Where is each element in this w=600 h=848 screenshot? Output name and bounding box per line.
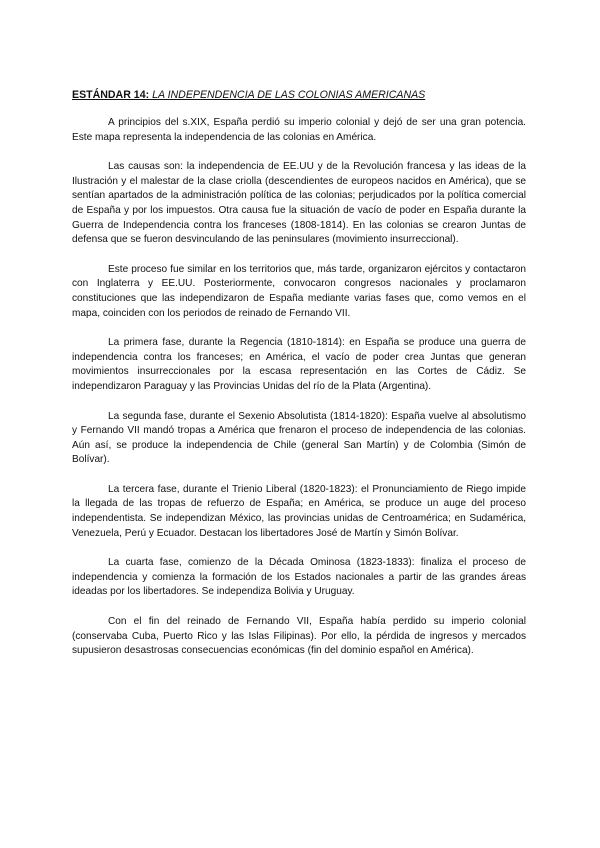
paragraph-second-phase: La segunda fase, durante el Sexenio Absolutista (1814-1820): España vuelve al absolutismo y Fernando VII mandó tropas a América que frenaron el proceso de independencia de las colonias. Aún así, se produce la independencia de Chile (general San Martín) y de Colombia (Simón de Bolívar).: [72, 410, 526, 466]
heading-label: ESTÁNDAR 14:: [72, 89, 150, 101]
document-heading: [72, 88, 526, 102]
paragraph-third-phase: La tercera fase, durante el Trienio Liberal (1820-1823): el Pronunciamiento de Riego impide la llegada de las tropas de refuerzo de España; en América, se produce un auge del proceso independentista. Se independizan México, las provincias unidas de Centroamérica; en Sudamérica, Venezuela, Perú y Ecuador. Destacan los libertadores José de Martín y Simón Bolívar.: [72, 483, 526, 539]
paragraph-process: Este proceso fue similar en los territorios que, más tarde, organizaron ejércitos y contactaron con Inglaterra y EE.UU. Posteriormente, convocaron congresos nacionales y proclamaron constituciones que las independizaron de España mediante varias fases que, como vemos en el mapa, coinciden con los periodos de reinado de Fernando VII.: [72, 263, 526, 319]
paragraph-causes: Las causas son: la independencia de EE.UU y de la Revolución francesa y las ideas de la Ilustración y el malestar de la clase criolla (descendientes de europeos nacidos en América), que se sentían apartados de la administración política de las colonias; perjudicados por la política comercial de España y por los impuestos. Otra causa fue la situación de vacío de poder en España durante la Guerra de Independencia contra los franceses (1808-1814). En las colonias se crearon Juntas de defensa que se fueron desvinculando de las peninsulares (movimiento insurreccional).: [72, 161, 526, 246]
paragraph-intro: A principios del s.XIX, España perdió su imperio colonial y dejó de ser una gran potencia. Este mapa representa la independencia de las colonias en América.: [72, 117, 526, 143]
document-page: [72, 88, 526, 674]
heading-topic: LA INDEPENDENCIA DE LAS COLONIAS AMERICANAS: [152, 89, 426, 101]
paragraph-conclusion: Con el fin del reinado de Fernando VII, España había perdido su imperio colonial (conservaba Cuba, Puerto Rico y las Islas Filipinas). Por ello, la pérdida de ingresos y mercados supusieron desastrosas consecuencias económicas (fin del dominio español en América).: [72, 616, 526, 657]
paragraph-fourth-phase: La cuarta fase, comienzo de la Década Ominosa (1823-1833): finaliza el proceso de independencia y comienza la formación de los Estados nacionales a partir de las grandes áreas ideadas por los libertadores. Se independiza Bolivia y Uruguay.: [72, 557, 526, 598]
paragraph-first-phase: La primera fase, durante la Regencia (1810-1814): en España se produce una guerra de independencia contra los franceses; en América, el vacío de poder crea Juntas que generan movimientos insurreccionales por la escasa representación en las Cortes de Cádiz. Se independizaron Paraguay y las Provincias Unidas del río de la Plata (Argentina).: [72, 337, 526, 392]
